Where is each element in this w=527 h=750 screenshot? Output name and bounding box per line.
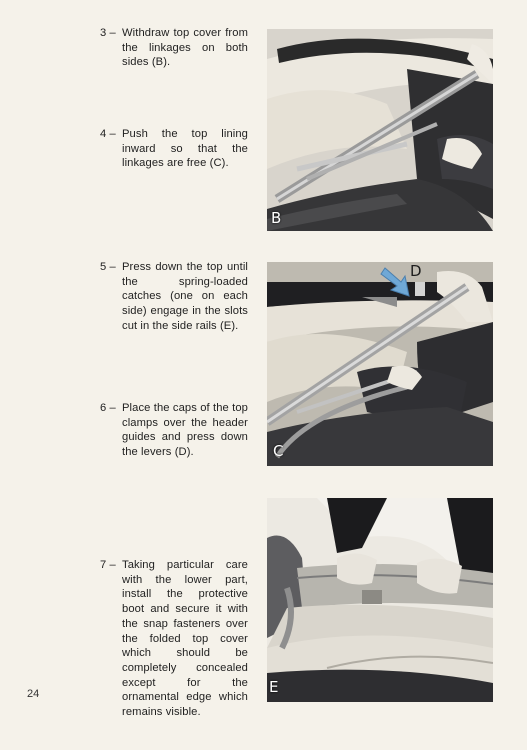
step-number: 4 – [100, 128, 116, 140]
step-number: 5 – [100, 261, 116, 273]
step-paragraph [100, 26, 248, 70]
figure-label-c: C [273, 442, 284, 460]
instruction-step-3 [100, 26, 248, 70]
step-number: 3 – [100, 27, 116, 39]
figure-label-b: B [271, 209, 282, 227]
instruction-step-4 [100, 127, 248, 171]
step-text: Place the caps of the top clamps over the header guides and press down the levers (D). [122, 402, 248, 459]
figure-label-e: E [269, 678, 279, 696]
photo-remove-top-cover [267, 29, 493, 231]
step-paragraph [100, 260, 248, 334]
photo-b-image [267, 29, 493, 231]
instruction-step-7 [100, 558, 248, 720]
step-text: Push the top lining inward so that the linkages are free (C). [122, 128, 248, 170]
figure-label-d: D [410, 262, 422, 280]
step-paragraph [100, 127, 248, 171]
step-number: 7 – [100, 559, 116, 571]
page-number: 24 [27, 688, 40, 700]
instruction-step-5 [100, 260, 248, 334]
photo-c-image [267, 262, 493, 466]
step-text: Press down the top until the spring-loaded catches (one on each side) engage in the slots cut in the side rails (E). [122, 261, 248, 332]
instruction-step-6 [100, 401, 248, 460]
photo-e-image [267, 498, 493, 702]
photo-install-boot [267, 498, 493, 702]
photo-press-down-top [267, 262, 493, 466]
step-paragraph [100, 558, 248, 720]
step-number: 6 – [100, 402, 116, 414]
step-text: Withdraw top cover from the linkages on both sides (B). [122, 27, 248, 69]
step-text: Taking particular care with the lower part, install the protective boot and secure it with the snap fasteners over the folded top cover which should be completely concealed except for the ornamental edge which remains visible. [122, 559, 248, 719]
step-paragraph [100, 401, 248, 460]
